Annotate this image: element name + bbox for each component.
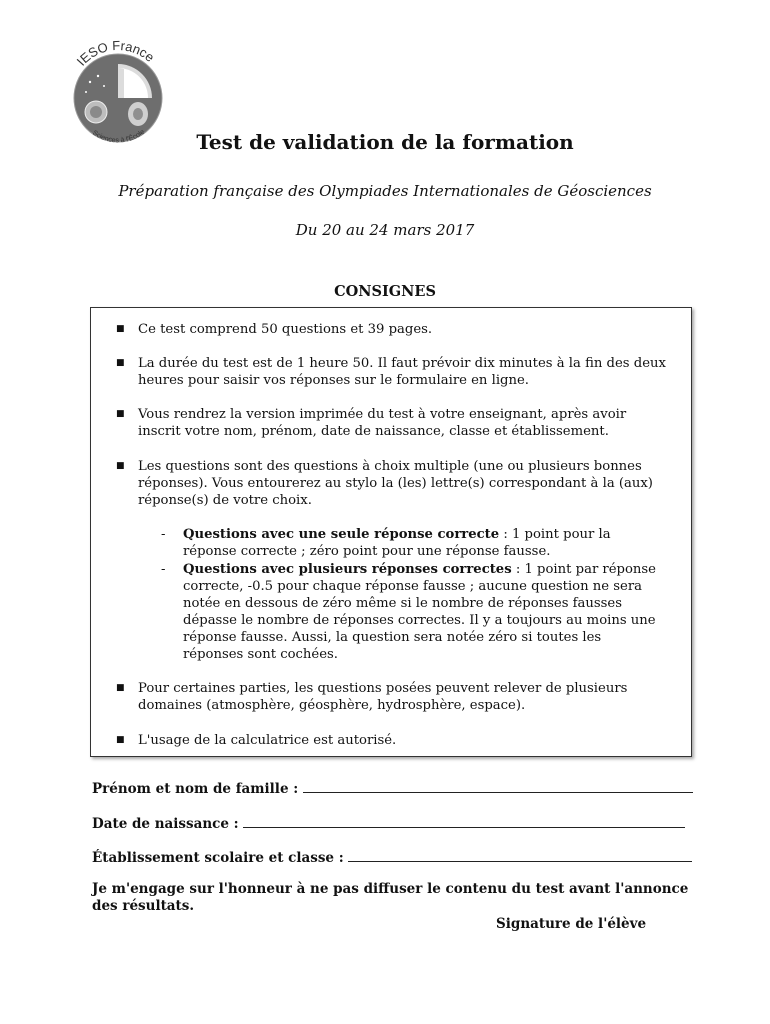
- consigne-item: [116, 458, 668, 509]
- consignes-box: [90, 307, 692, 757]
- scoring-rule-text: : 1 point pour la réponse correcte ; zéro point pour une réponse fausse.: [183, 527, 611, 559]
- scoring-rule-text: : 1 point par réponse correcte, -0.5 pour chaque réponse fausse ; aucune question ne sera notée en dessous de zéro même si le nombre de réponses fausses dépasse le nombre de réponses correctes. Il y a toujours au moins une réponse fausse. Aussi, la question sera notée zéro si toutes les réponses sont cochées.: [183, 562, 656, 662]
- scoring-rule-item: [161, 561, 661, 663]
- school-field-row: [92, 849, 692, 866]
- page-title: Test de validation de la formation: [196, 130, 574, 154]
- name-label: Prénom et nom de famille :: [92, 781, 299, 797]
- school-blank-line[interactable]: [348, 849, 692, 862]
- consigne-item: [116, 355, 668, 389]
- consigne-item: [116, 732, 668, 749]
- square-bullet-icon: ■: [116, 324, 125, 334]
- square-bullet-icon: ■: [116, 683, 125, 693]
- logo-brand-text: IESO France: [73, 37, 158, 69]
- honor-pledge: Je m'engage sur l'honneur à ne pas diffuser le contenu du test avant l'annonce des résultats.: [92, 881, 689, 914]
- square-bullet-icon: ■: [116, 358, 125, 368]
- name-blank-line[interactable]: [303, 780, 693, 793]
- consigne-text: L'usage de la calculatrice est autorisé.: [138, 733, 397, 748]
- name-field-row: [92, 780, 693, 797]
- consigne-item: [116, 680, 668, 714]
- consigne-item: [116, 406, 668, 440]
- signature-label: Signature de l'élève: [496, 916, 647, 932]
- scoring-rule-title: Questions avec une seule réponse correcte: [183, 527, 500, 542]
- dash-bullet-icon: -: [161, 527, 166, 542]
- consigne-text: La durée du test est de 1 heure 50. Il faut prévoir dix minutes à la fin des deux heures pour saisir vos réponses sur le formulaire en ligne.: [138, 356, 666, 388]
- consigne-text: Vous rendrez la version imprimée du test à votre enseignant, après avoir inscrit votre nom, prénom, date de naissance, classe et établissement.: [138, 407, 627, 439]
- consigne-text: Ce test comprend 50 questions et 39 pages.: [138, 322, 433, 337]
- dash-bullet-icon: -: [161, 562, 166, 577]
- birth-date-blank-line[interactable]: [243, 815, 685, 828]
- square-bullet-icon: ■: [116, 735, 125, 745]
- consigne-text: Pour certaines parties, les questions posées peuvent relever de plusieurs domaines (atmosphère, géosphère, hydrosphère, espace).: [138, 681, 628, 713]
- page-subtitle: Préparation française des Olympiades Internationales de Géosciences: [118, 182, 652, 200]
- consigne-text: Les questions sont des questions à choix multiple (une ou plusieurs bonnes réponses). Vous entourerez au stylo la (les) lettre(s) correspondant à la (aux) réponse(s) de votre choix.: [138, 459, 653, 508]
- square-bullet-icon: ■: [116, 409, 125, 419]
- birth-date-label: Date de naissance :: [92, 816, 239, 832]
- scoring-rule-item: [161, 526, 661, 560]
- square-bullet-icon: ■: [116, 461, 125, 471]
- consignes-heading: CONSIGNES: [334, 283, 436, 300]
- consigne-item: [116, 321, 668, 338]
- scoring-rule-title: Questions avec plusieurs réponses correctes: [183, 562, 512, 577]
- event-dates: Du 20 au 24 mars 2017: [295, 221, 475, 239]
- logo-tagline: Sciences à l'École: [91, 128, 147, 145]
- school-label: Établissement scolaire et classe :: [92, 850, 344, 866]
- birth-field-row: [92, 815, 685, 832]
